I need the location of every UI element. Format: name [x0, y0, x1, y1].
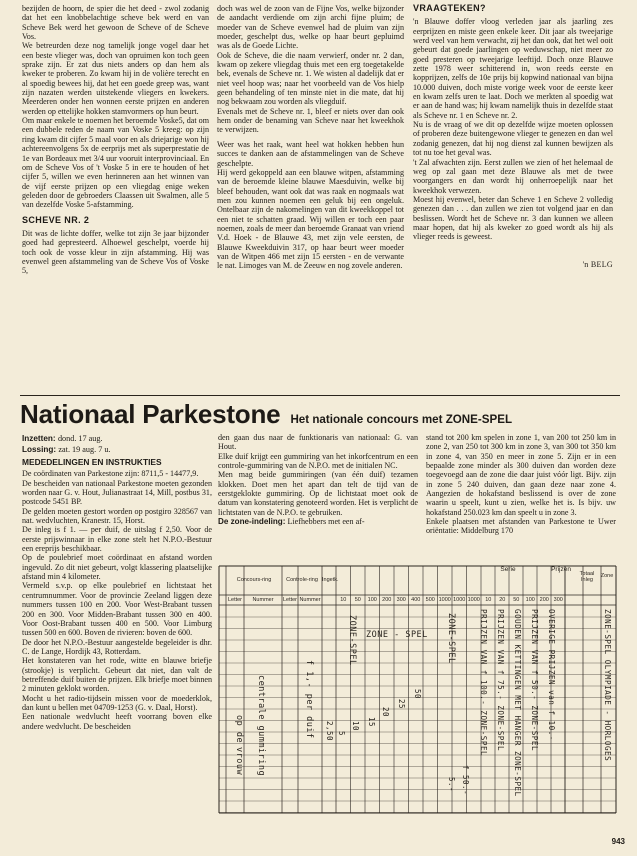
paragraph: Een nationale wedvlucht heeft voorrang boven elke andere wedvlucht. De bescheiden	[22, 712, 212, 731]
paragraph: Het konstateren van het rode, witte en blauwe briefje (strookje) is verplicht. Gebeurt dat niet, dan valt de betreffende duif buiten de prijzen. Elk briefje moet binnen 2 minuten geklokt worden.	[22, 656, 212, 694]
paragraph: bezijden de hoorn, de spier die het deed - zwol zodanig dat het een knobbelachtige scheve bek werd en van Scheve Bek werd het gewoon de Scheve of de Scheve Vos.	[22, 4, 209, 42]
handwriting-prize: PRIJZEN VAN f 75.- ZONE-SPEL	[496, 609, 505, 752]
paragraph: Op de poulebrief moet coördinaat en afstand worden ingevuld. Zo dit niet gebeurt, volgt klassering plaatselijke afstand min 4 kilometer.	[22, 553, 212, 582]
zone-text: Liefhebbers met een af-	[287, 517, 365, 527]
sub-header: Letter	[227, 597, 243, 603]
amount-header: 20	[499, 597, 506, 603]
paragraph: De gelden moeten gestort worden op postgiro 328567 van nat. wedvluchten, Kranestr. 15, Horst.	[22, 506, 212, 526]
section-divider	[20, 395, 620, 396]
paragraph: Om maar enkele te noemen het beroemde Voske5, dat om een dubbele reden de naam van Voske 5 kreeg: op zijn ring kwam dit cijfer 5 maal voor en als driejarige won hij achtereenvolgens 5x de eerprijs met als superprestatie de 1e van Bordeaux met 3/4 uur vooruit interprovinciaal. En om de Scheve Vos of 't Voske 5 in ere te houden of het cijfer 5, willen we even herinneren aan het winnen van de vijf eerste prijzen op een vliegdag enige weken geleden door de gebroeders Claassen uit Swalmen, alle 5 van dezelfde Voske 5-afstamming.	[22, 116, 209, 210]
paragraph: De bescheiden van nationaal Parkestone moeten gezonden worden naar G. v. Hout, Julianastraat 14, Mill, postbus 31, postcode 5451 BP.	[22, 478, 212, 507]
poule-form-table	[218, 565, 618, 815]
handwriting-prize: OVERIGE PRIJZEN van f 10.-	[547, 609, 556, 741]
lossing-label: Lossing:	[22, 445, 57, 454]
paragraph: 'n Blauwe doffer vloog verleden jaar als jaarling zes eerprijzen en miste geen enkele keer. Dit jaar als tweejarige werd veel van hem verwacht, zij het dan ook, dat het wel ooit gebeurt dat goede jaarlingen op weduwschap, niet meer zo goed presteren op tweejarige leeftijd. Doch onze Blauwe zette 1978 weer schitterend in, won reeds eerste en kopprijzen, zelfs de 10e prijs bij kopwind nationaal van bijna 10.000 duiven, doch miste vorige week voor de eerste keer en kwam zelfs uren te laat. Doch we merkten al spoedig wat er aan de hand was; hij kwam namelijk thuis in dezelfde staat als Scheve nr. 1 en Scheve nr. 2.	[413, 17, 613, 120]
inzet-label: Inzetten:	[22, 434, 56, 443]
paragraph: Ook de Scheve, die die naam verwierf, onder nr. 2 dan, kwam op zekere vliegdag thuis met een erg toegetakelde bek, evenals de Scheve nr. 1. We wisten al dadelijk dat er niet veel hoop was; naar het voorbeeld van de Vos hielp geen behandeling of ten minste niet in die mate, dat hij nog bekwaam zou worden als vliegduif.	[217, 50, 404, 107]
handwriting-value: f 50.-	[461, 765, 470, 796]
page-number: 943	[611, 837, 625, 846]
amount-header: 200	[539, 597, 549, 603]
handwriting-value: 15	[367, 717, 376, 728]
article-column-1	[22, 433, 212, 731]
top-column-2	[217, 4, 404, 271]
paragraph: Dit was de lichte doffer, welke tot zijn 3e jaar bijzonder goed had gepresteerd. Alhoewel geschelpt, voerde hij toch ook de vosse kleur in zijn afstamming. Hij was evenwel geen afstammeling van de Scheve Vos of Voske 5,	[22, 228, 209, 276]
paragraph: Elke duif krijgt een gummiring van het inkorfcentrum en een controle-gummiring van de N.P.O. met de initialen NC.	[218, 451, 418, 471]
amount-header: 100	[525, 597, 535, 603]
amount-header: 50	[513, 597, 520, 603]
paragraph: doch was wel de zoon van de Fijne Vos, welke bijzonder de aandacht verdiende om zijn archi fijne pluim; de moeder van de Scheve evenwel had de pluim van zijn moeder, geschelpt dus, welke op haar beurt gepluimd was als de Goede Lichte.	[217, 4, 404, 51]
header-zone: Zone	[600, 573, 614, 579]
paragraph: De door het N.P.O.-Bestuur aangestelde begeleider is dhr. C. de Lange, Hordijk 43, Rotterdam.	[22, 637, 212, 656]
sub-header: Nummer	[252, 597, 274, 603]
paragraph: Nu is de vraag of we dit op dezelfde wijze moeten oplossen of proberen deze buitengewone vlieger te genezen en dan wel zodanig genezen, dat hij nog dienst zal kunnen bewijzen als tot nu toe het geval was.	[413, 120, 613, 158]
header-prijzen: Prijzen	[551, 566, 571, 573]
handwriting-zone-spel-horizontal: ZONE - SPEL	[366, 630, 428, 640]
amount-header: 10	[485, 597, 492, 603]
handwriting-op-de: op de	[234, 715, 244, 744]
handwriting-value: 50	[413, 689, 422, 700]
handwriting-zone-spel: ZONE-SPEL	[446, 613, 456, 664]
paragraph: stand tot 200 km spelen in zone 1, van 200 tot 250 km in zone 2, van 250 tot 300 km in zone 3, van 300 tot 350 km in zone 4, van 350 en meer in zone 5. Zijn er in een bepaalde zone minder als 300 duiven dan worden deze toegevoegd aan de zone die daar juist vóór ligt. Bijv. zijn in zone 5 240 duiven, dan gaan deze naar zone 4. Aangezien de hokafstand beslissend is over de zone waarin u speelt, kunt u zien, welke het is. Is bijv. uw hokafstand 250.023 km dan speelt u in zone 3.	[426, 433, 616, 517]
handwriting-prize: GOUDEN KETTINGEN MET HANGER ZONE-SPEL	[513, 609, 522, 797]
paragraph: Enkele plaatsen met afstanden van Parkestone te Uwer oriëntatie: Middelburg 170	[426, 517, 616, 536]
amount-header: 300	[396, 597, 406, 603]
sub-header: Nummer	[299, 597, 321, 603]
instructions-heading: MEDEDELINGEN EN INSTRUKTIES	[22, 457, 162, 467]
top-column-1	[22, 4, 209, 276]
paragraph: Men mag beide gummiringen (van één duif) tezamen klokken. Doet men het apart dan telt de tijd van de eerstgeklokte gummiring. Op de lichtstaat moet ook de datum van konstatering genoteerd worden. Het is verplicht de lichtstaten van de N.P.O. te gebruiken.	[218, 470, 418, 517]
paragraph: Weer was het raak, want heel wat hokken hebben hun succes te danken aan de afstammelingen van de Scheve geschelpte.	[217, 139, 404, 168]
lossing-value: zat. 19 aug. 7 u.	[58, 445, 111, 454]
handwriting-value: 5.-	[447, 777, 456, 793]
header-concours-ring: Concours-ring	[236, 577, 272, 583]
amount-header: 300	[553, 597, 563, 603]
article-column-3	[426, 433, 616, 536]
header-serie: Serie	[500, 566, 516, 573]
sub-header: Letter	[282, 597, 298, 603]
header-totaal-inleg: Totaal Inleg	[579, 571, 595, 583]
amount-header: 50	[354, 597, 361, 603]
paragraph: Mocht u het radio-tijdsein missen voor de moederklok, dan kunt u bellen met 04709-1253 (G. v. Daal, Horst).	[22, 693, 212, 712]
handwriting-per-duif: f 1,- per duif	[304, 660, 314, 739]
top-column-3	[413, 4, 613, 269]
handwriting-value: 2,50	[325, 721, 334, 742]
article-title: Nationaal Parkestone	[20, 399, 281, 429]
handwriting-prize: PRIJZEN VAN f 50.- ZONE-SPEL	[530, 609, 539, 752]
paragraph: De inleg is f 1. — per duif, de uitslag f 2,50. Voor de eerste prijswinnaar in elke zone stelt het N.P.O.-Bestuur een ereprijs beschikbaar.	[22, 525, 212, 554]
handwriting-value: 20	[381, 707, 390, 718]
amount-header: 500	[425, 597, 435, 603]
section-heading: SCHEVE NR. 2	[22, 214, 90, 225]
header-controle-ring: Controle-ring	[286, 577, 318, 583]
paragraph: den gaan dus naar de funktionaris van nationaal: G. van Hout.	[218, 433, 418, 452]
lossing-line	[22, 444, 212, 455]
handwriting-value: 10	[351, 721, 360, 732]
handwriting-zone-spel: ZONE-SPEL	[347, 615, 357, 666]
handwriting-centrale-gummiring: centrale gummiring	[256, 675, 266, 777]
amount-header: 400	[411, 597, 421, 603]
paragraph: Vermeld s.v.p. op elke poulebrief en lichtstaat het centrumnummer. Voor de provincie Zeeland liggen deze nummers tussen 100 en 200. Voor West-Brabant tussen 200 en 300. Voor Midden-Brabant tussen 300 en 400. Voor Oost-Brabant tussen 400 en 500. Voor Limburg tussen 500 en 600. Boven de rivieren: boven de 600.	[22, 581, 212, 638]
paragraph: Moest hij evenwel, beter dan Scheve 1 en Scheve 2 volledig genezen dan . . . dan zullen we zien tot volgend jaar en dan beslissen. Wordt het de Scheve nr. 3 dan kunnen we alleen maar hopen, dat hij als kweker zo goed wordt als hij als vlieger reeds is geweest.	[413, 194, 613, 242]
paragraph: Evenals met de Scheve nr. 1, bleef er niets over dan ook hem onder de benaming van Scheve naar het kweekhok te verwijzen.	[217, 106, 404, 135]
article-subtitle: Het nationale concours met ZONE-SPEL	[290, 413, 513, 426]
amount-header: 1000	[467, 597, 480, 603]
inzet-line	[22, 433, 212, 444]
zone-label: De zone-indeling:	[218, 517, 286, 527]
header-ingetk: Ingetk.	[322, 577, 339, 583]
paragraph: De coördinaten van Parkestone zijn: 8711,5 - 14477,9.	[22, 469, 199, 479]
handwriting-value: 5	[337, 731, 346, 737]
article-column-2	[218, 433, 418, 526]
amount-header: 1000	[453, 597, 466, 603]
inzet-value: dond. 17 aug.	[57, 434, 103, 443]
author-signature: 'n BELG	[582, 259, 613, 269]
paragraph	[218, 517, 418, 526]
article-header	[20, 399, 620, 429]
handwriting-prize: ZONE-SPEL OLYMPIADE - HORLOGES	[603, 609, 612, 762]
handwriting-value: 25	[397, 699, 406, 710]
handwriting-vrouw: vrouw	[234, 747, 244, 776]
amount-header: 1000	[438, 597, 451, 603]
paragraph: We betreurden deze nog tamelijk jonge vogel daar het een beste vlieger was, doch van opruimen kon toch geen sprake zijn. Er zat dus niets anders op dan hem als kweker te proberen. Zo kwam hij in de volière terecht en al spoedig bewees hij, dat het een goede greep was, want zijn nazaten werden uitstekende vliegers en kwekers. Meerderen onder hen wonnen eerste prijzen en anderen werden op ettelijke hokken stamvormers op hun beurt.	[22, 41, 209, 116]
paragraph: Hij werd gekoppeld aan een blauwe witpen, afstamming van de beroemde kleine blauwe Maesduivin, welke bij bleef behouden, want ook dat was raak en nogmaals wat men zou kunnen noemen een geluk bij een ongeluk. Ontelbaar zijn de nakomelingen van dit kweekkoppel tot een niet te schatten graad. Wij willen er toch een paar noemen, zoals de meer dan beroemde Granaat van vriend V.d. Hoek - de Blauwe 43, met zijn vele eersten, de Blauwe Kweekduivin 317, op haar beurt weer moeder van de Witpen 466 met zijn 15 eersten - en de verwante le nat. Limoges van M. de Zeeuw en nog zovele anderen.	[217, 167, 404, 271]
amount-header: 100	[367, 597, 377, 603]
amount-header: 200	[382, 597, 392, 603]
paragraph: 't Zal afwachten zijn. Eerst zullen we zien of het helemaal de weg op zal gaan met deze Blauwe als met de twee voorgangers en dan wordt hij onherroepelijk naar het kweekhok verwezen.	[413, 157, 613, 195]
amount-header: 10	[340, 597, 347, 603]
handwriting-prize: PRIJZEN VAN f 100.- ZONE-SPEL	[479, 609, 488, 757]
section-heading: VRAAGTEKEN?	[413, 3, 486, 13]
